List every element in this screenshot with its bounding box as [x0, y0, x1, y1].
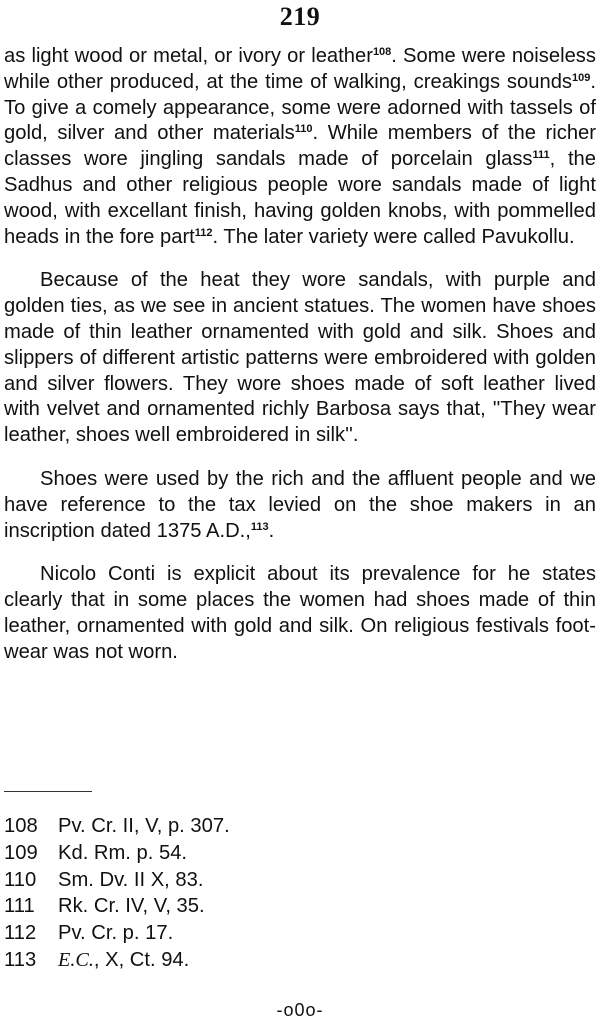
footnote [4, 920, 404, 947]
paragraph [4, 268, 596, 449]
paragraph [4, 44, 596, 250]
footnote-marker: 109 [572, 71, 591, 84]
paragraph-text: Nicolo Conti is explicit about its prevalence for he states clearly that in some places the women had shoes made of thin leather, ornamented with gold and silk. On religious festivals foot-wear was not worn. [4, 563, 596, 663]
page-number: 219 [279, 2, 321, 31]
paragraph [4, 562, 596, 665]
footnote-reference-italic: E.C. [58, 948, 94, 971]
footnote-number: 113 [4, 948, 37, 971]
footnote-marker: 108 [372, 46, 392, 58]
footnote [4, 893, 404, 920]
footnote [4, 813, 404, 840]
paragraph-text: as light wood or metal, or ivory or leather [4, 45, 373, 67]
footnote-reference [58, 947, 189, 974]
footnote-reference: Rk. Cr. IV, V, 35. [58, 895, 205, 918]
footnote-number: 110 [4, 868, 37, 891]
paragraph-text: . [268, 519, 275, 542]
footnote [4, 867, 404, 894]
footnote-divider [4, 791, 92, 792]
footnote-marker: 113 [250, 520, 269, 533]
paragraph-text: Shoes were used by the rich and the affluent people and we have reference to the tax levied on the shoe makers in an inscription dated 1375 A.D., [4, 467, 596, 542]
body-text [4, 44, 596, 666]
page-end-mark: -o0o- [276, 1000, 324, 1020]
footnote-number: 108 [4, 815, 38, 837]
paragraph-text: Because of the heat they wore sandals, with purple and golden ties, as we see in ancient statues. The women have shoes made of thin leather ornamented with gold and silk. Shoes and slippers of different artistic patterns were embroidered with golden and silver flowers. They wore shoes made of soft leather lived with velvet and ornamented richly Barbosa says that, ''They wear leather, shoes well embroidered in silk''. [4, 269, 596, 447]
footnote [4, 947, 404, 974]
footnote-reference: Pv. Cr. II, V, p. 307. [58, 815, 230, 837]
footnote-marker: 110 [294, 123, 313, 136]
footnote-number: 111 [4, 895, 35, 918]
footnote [4, 840, 404, 867]
footnote-marker: 111 [532, 149, 550, 162]
paragraph-text: , the Sadhus and other religious people wore sandals made of light wood, with excellant finish, having golden knobs, with pommelled heads in the fore part [4, 148, 597, 248]
footnote-number: 109 [4, 841, 38, 864]
footnote-reference: Kd. Rm. p. 54. [58, 841, 188, 864]
paragraph [4, 467, 596, 544]
footnote-reference: Sm. Dv. II X, 83. [58, 868, 204, 891]
paragraph-text: . Some were noiseless while other produced, at the time of walking, creakings sounds [4, 45, 596, 93]
footnote-reference-rest: , X, Ct. 94. [93, 948, 190, 971]
paragraph-text: . While members of the richer classes wore jingling sandals made of porcelain glass [4, 122, 596, 171]
footnotes [4, 813, 404, 974]
paragraph-text: . To give a comely appearance, some were adorned with tassels of gold, silver and other materials [4, 70, 596, 145]
paragraph-text: . The later variety were called Pavukollu. [212, 225, 575, 248]
footnote-reference: Pv. Cr. p. 17. [58, 922, 174, 945]
footnote-marker: 112 [194, 226, 213, 239]
footnote-number: 112 [4, 922, 37, 945]
